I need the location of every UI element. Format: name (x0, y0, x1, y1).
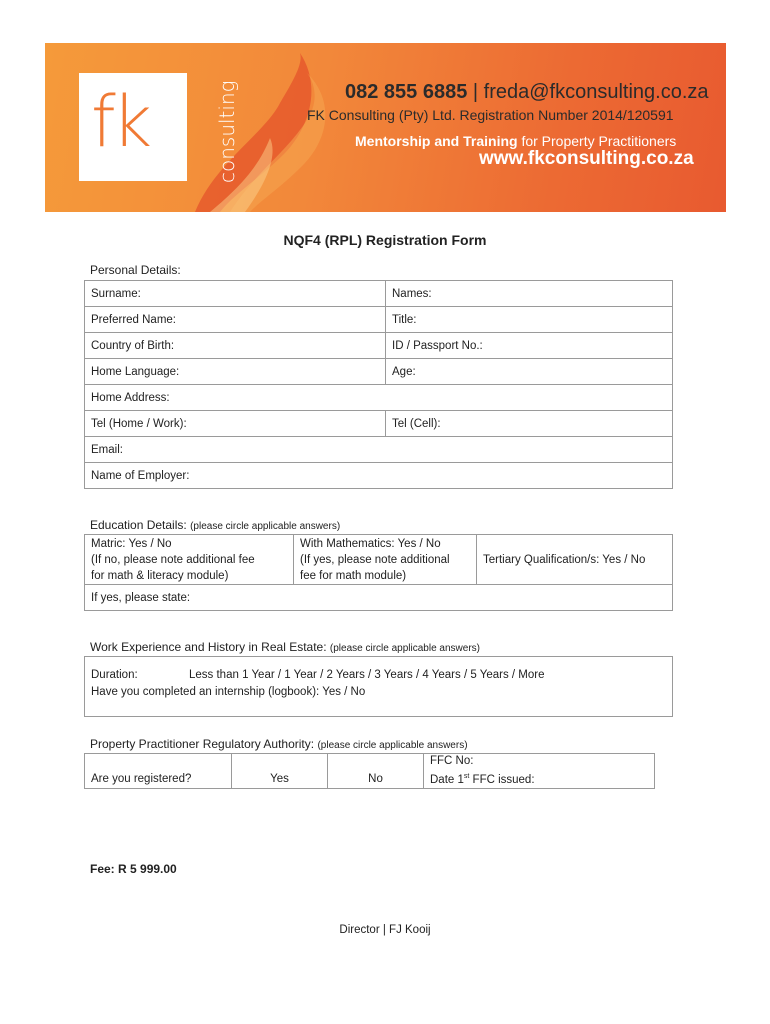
registered-question: Are you registered? (85, 754, 232, 789)
employer-field[interactable]: Name of Employer: (85, 463, 673, 489)
mathematics-cell[interactable]: With Mathematics: Yes / No (If yes, please note additional fee for math module) (294, 535, 477, 585)
director-signature: Director | FJ Kooij (339, 924, 431, 936)
education-note: (please circle applicable answers) (190, 521, 341, 532)
tagline-bold: Mentorship and Training (355, 133, 518, 149)
logo-consulting-wordmark: consulting (215, 80, 239, 183)
contact-separator: | (472, 81, 479, 103)
email-address: freda@fkconsulting.co.za (483, 81, 709, 103)
website-url: www.fkconsulting.co.za (479, 148, 694, 169)
ppra-note: (please circle applicable answers) (317, 740, 468, 751)
email-field[interactable]: Email: (85, 437, 673, 463)
header-banner (45, 43, 726, 212)
tel-home-work-field[interactable]: Tel (Home / Work): (85, 411, 386, 437)
fee-amount: Fee: R 5 999.00 (90, 862, 177, 876)
registered-yes-option[interactable]: Yes (232, 754, 328, 789)
work-experience-cell[interactable] (85, 657, 673, 717)
title-field[interactable]: Title: (386, 307, 673, 333)
surname-field[interactable]: Surname: (85, 281, 386, 307)
id-passport-field[interactable]: ID / Passport No.: (386, 333, 673, 359)
ffc-date-label: Date 1st FFC issued: (430, 773, 535, 786)
ffc-number-label: FFC No: (430, 755, 474, 767)
if-yes-state-field[interactable]: If yes, please state: (85, 585, 673, 611)
work-heading-label: Work Experience and History in Real Estate: (90, 640, 327, 654)
phone-number: 082 855 6885 (345, 81, 468, 103)
form-title: NQF4 (RPL) Registration Form (283, 232, 487, 248)
ppra-heading (90, 737, 468, 751)
duration-options: Less than 1 Year / 1 Year / 2 Years / 3 Years / 4 Years / 5 Years / More (189, 669, 545, 681)
tagline-rest: for Property Practitioners (517, 133, 677, 149)
logo-fk-text: fk (91, 81, 149, 163)
tel-cell-field[interactable]: Tel (Cell): (386, 411, 673, 437)
education-table (84, 534, 673, 611)
registered-no-option[interactable]: No (328, 754, 424, 789)
home-language-field[interactable]: Home Language: (85, 359, 386, 385)
country-of-birth-field[interactable]: Country of Birth: (85, 333, 386, 359)
contact-line (345, 81, 709, 104)
personal-details-table (84, 280, 673, 489)
home-address-field[interactable]: Home Address: (85, 385, 673, 411)
tagline (355, 133, 676, 149)
tertiary-cell[interactable]: Tertiary Qualification/s: Yes / No (477, 535, 673, 585)
duration-label: Duration: (91, 669, 138, 681)
age-field[interactable]: Age: (386, 359, 673, 385)
company-registration: FK Consulting (Pty) Ltd. Registration Number 2014/120591 (307, 107, 674, 123)
work-note: (please circle applicable answers) (329, 643, 480, 654)
matric-cell[interactable]: Matric: Yes / No (If no, please note additional fee for math & literacy module) (85, 535, 294, 585)
ppra-heading-label: Property Practitioner Regulatory Authority: (90, 737, 315, 751)
work-experience-table (84, 656, 673, 717)
logo-box (79, 73, 187, 181)
education-heading-label: Education Details: (90, 518, 187, 532)
ffc-cell[interactable] (424, 754, 655, 789)
internship-question: Have you completed an internship (logbook): Yes / No (91, 686, 366, 698)
names-field[interactable]: Names: (386, 281, 673, 307)
preferred-name-field[interactable]: Preferred Name: (85, 307, 386, 333)
work-experience-heading (90, 640, 480, 654)
personal-details-heading: Personal Details: (90, 263, 181, 277)
education-heading (90, 518, 340, 532)
ppra-table (84, 753, 655, 789)
